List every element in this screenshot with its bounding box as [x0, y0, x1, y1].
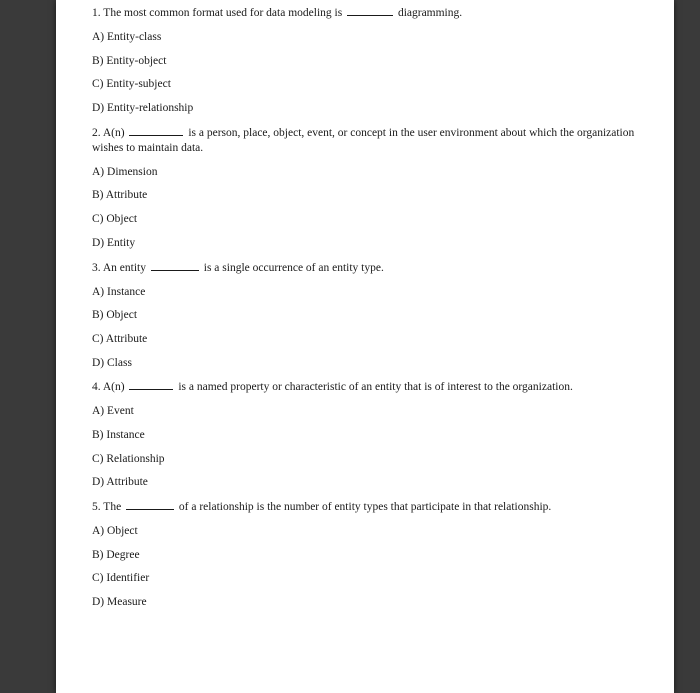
- option: A) Entity-class: [92, 31, 162, 43]
- question-3: [92, 260, 652, 371]
- answer-blank: [129, 379, 173, 390]
- question-3-text: [92, 260, 652, 276]
- option: C) Entity-subject: [92, 78, 171, 91]
- question-2: [92, 125, 652, 251]
- option: A) Dimension: [92, 165, 158, 178]
- answer-blank: [151, 260, 199, 271]
- quiz-content: [92, 5, 652, 619]
- option: A) Event: [92, 405, 134, 418]
- question-5-suffix: of a relationship is the number of entity types that participate in that relationship.: [178, 501, 552, 513]
- question-5-prefix: 5. The: [92, 501, 122, 513]
- question-3-suffix: is a single occurrence of an entity type.: [203, 261, 384, 274]
- option: B) Entity-object: [92, 54, 167, 67]
- question-4-suffix: is a named property or characteristic of an entity that is of interest to the organization.: [178, 381, 573, 394]
- answer-blank: [347, 5, 393, 16]
- option: C) Object: [92, 213, 138, 226]
- question-5-text: [92, 499, 652, 515]
- option: D) Class: [92, 356, 132, 369]
- option: B) Attribute: [92, 189, 148, 202]
- option: D) Measure: [92, 596, 147, 609]
- answer-blank: [129, 125, 183, 136]
- question-4: [92, 379, 652, 490]
- question-3-prefix: 3. An entity: [92, 261, 146, 274]
- option: D) Entity: [92, 236, 136, 249]
- question-1: [92, 5, 652, 116]
- question-2-prefix: 2. A(n): [92, 126, 125, 139]
- question-2-suffix: is a person, place, object, event, or concept in the user environment about which the organization wishes to maintain data.: [92, 126, 635, 154]
- answer-blank: [126, 499, 174, 510]
- option: C) Relationship: [92, 452, 165, 465]
- option: A) Object: [92, 525, 138, 537]
- question-4-prefix: 4. A(n): [92, 381, 125, 394]
- option: B) Object: [92, 309, 138, 322]
- option: C) Attribute: [92, 332, 148, 345]
- question-1-suffix: diagramming.: [397, 7, 463, 19]
- option: D) Attribute: [92, 476, 148, 489]
- question-1-text: [92, 5, 652, 21]
- option: B) Degree: [92, 548, 140, 561]
- option: C) Identifier: [92, 572, 150, 585]
- question-4-text: [92, 379, 652, 395]
- question-5: [92, 499, 652, 610]
- option: D) Entity-relationship: [92, 102, 194, 115]
- question-2-text: [92, 125, 652, 156]
- option: B) Instance: [92, 428, 145, 441]
- option: A) Instance: [92, 285, 146, 298]
- document-page: [56, 0, 674, 693]
- question-1-prefix: 1. The most common format used for data modeling is: [92, 7, 343, 19]
